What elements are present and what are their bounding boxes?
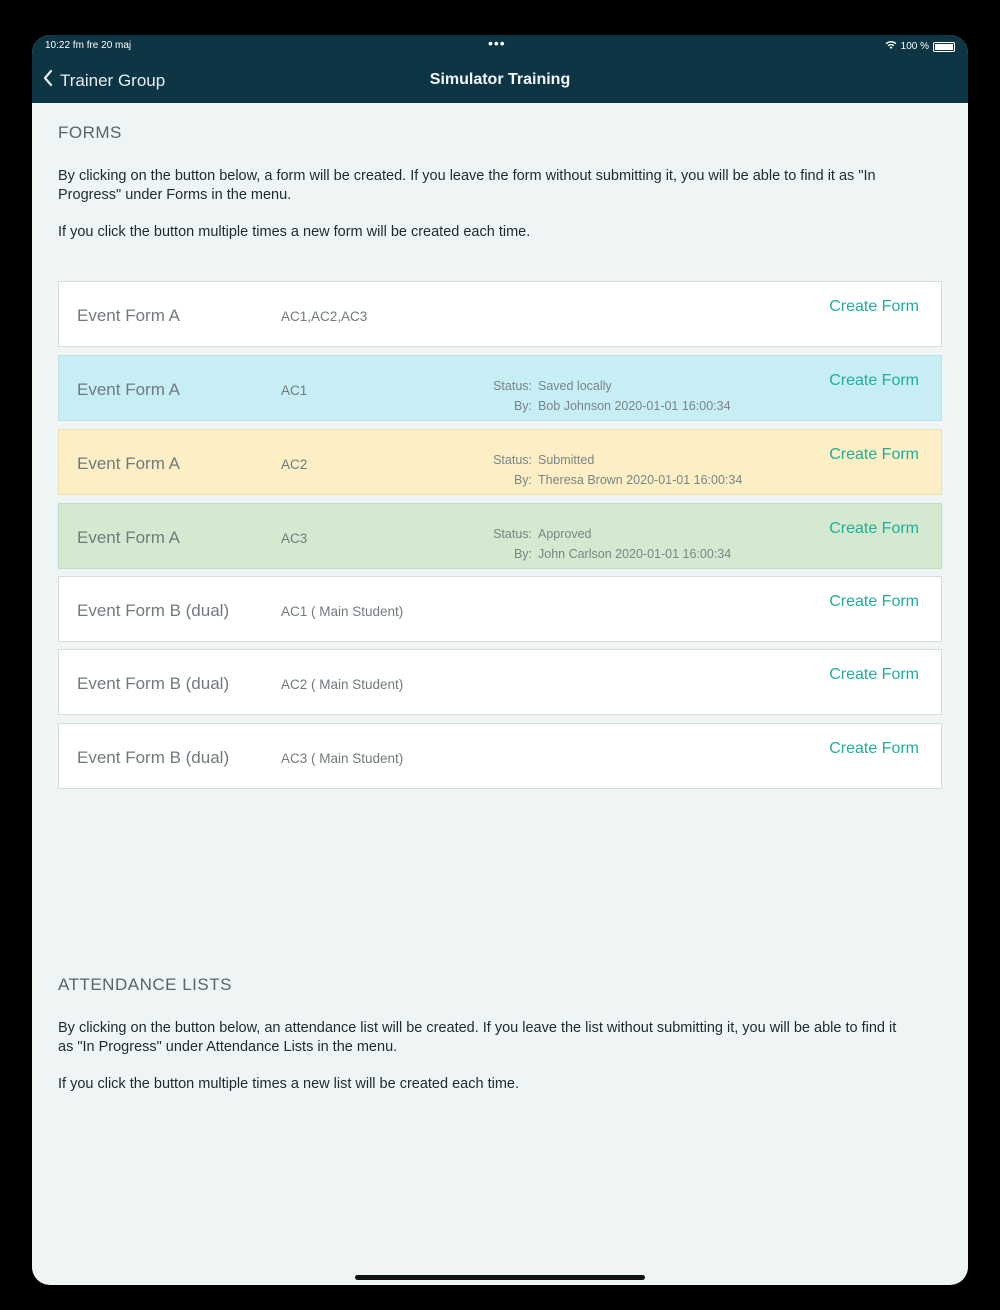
form-row [58, 429, 942, 495]
by-label: By: [513, 399, 532, 413]
form-row [58, 281, 942, 347]
create-form-button[interactable]: Create Form [829, 740, 919, 757]
form-row [58, 355, 942, 421]
form-aircraft: AC3 [281, 531, 308, 546]
create-form-button[interactable]: Create Form [829, 666, 919, 683]
screen [32, 35, 968, 1285]
form-row [58, 723, 942, 789]
forms-description: By clicking on the button below, a form will be created. If you leave the form without submitting it, you will be able to find it as "In Progress" under Forms in the menu. [58, 168, 876, 203]
back-label: Trainer Group [60, 70, 166, 90]
navigation-bar [32, 35, 968, 103]
form-aircraft: AC2 [281, 457, 308, 472]
by-label: By: [513, 473, 532, 487]
form-status [459, 450, 742, 490]
status-time: 10:22 fm fre 20 maj [45, 40, 132, 51]
battery-icon [933, 42, 955, 52]
form-row [58, 503, 942, 569]
status-label: Status: [493, 527, 532, 541]
home-indicator[interactable] [355, 1275, 645, 1280]
form-aircraft: AC1 [281, 383, 308, 398]
form-name: Event Form A [77, 454, 180, 473]
form-aircraft: AC1,AC2,AC3 [281, 309, 368, 324]
form-aircraft: AC3 ( Main Student) [281, 751, 404, 766]
create-form-button[interactable]: Create Form [829, 298, 919, 315]
page-title: Simulator Training [429, 71, 571, 88]
form-row [58, 649, 942, 715]
multitasking-dots[interactable]: ••• [488, 35, 506, 51]
attendance-description: By clicking on the button below, an attendance list will be created. If you leave the list without submitting it, you will be able to find it as "In Progress" under Attendance Lists in the menu. [58, 1020, 897, 1055]
forms-section-title: FORMS [58, 123, 122, 142]
form-name: Event Form A [77, 528, 180, 547]
form-name: Event Form B (dual) [77, 748, 230, 767]
form-name: Event Form A [77, 380, 180, 399]
create-form-button[interactable]: Create Form [829, 372, 919, 389]
form-status [459, 524, 731, 564]
form-status [459, 376, 731, 416]
by-value: John Carlson 2020-01-01 16:00:34 [538, 547, 732, 561]
form-aircraft: AC1 ( Main Student) [281, 604, 404, 619]
create-form-button[interactable]: Create Form [829, 520, 919, 537]
form-aircraft: AC2 ( Main Student) [281, 677, 404, 692]
status-value: Approved [538, 527, 592, 541]
by-value: Theresa Brown 2020-01-01 16:00:34 [538, 473, 743, 487]
status-label: Status: [493, 453, 532, 467]
attendance-section-title: ATTENDANCE LISTS [58, 975, 232, 994]
form-name: Event Form B (dual) [77, 674, 230, 693]
form-row [58, 576, 942, 642]
form-name: Event Form B (dual) [77, 601, 230, 620]
create-form-button[interactable]: Create Form [829, 593, 919, 610]
status-value: Submitted [538, 453, 595, 467]
create-form-button[interactable]: Create Form [829, 446, 919, 463]
by-label: By: [513, 547, 532, 561]
battery-percent: 100 % [900, 41, 929, 52]
by-value: Bob Johnson 2020-01-01 16:00:34 [538, 399, 731, 413]
wifi-icon [885, 40, 897, 53]
status-value: Saved locally [538, 379, 612, 393]
forms-description-repeat: If you click the button multiple times a new form will be created each time. [58, 224, 531, 240]
status-label: Status: [493, 379, 532, 393]
form-name: Event Form A [77, 306, 180, 325]
status-right [885, 40, 955, 53]
attendance-description-repeat: If you click the button multiple times a new list will be created each time. [58, 1076, 519, 1092]
